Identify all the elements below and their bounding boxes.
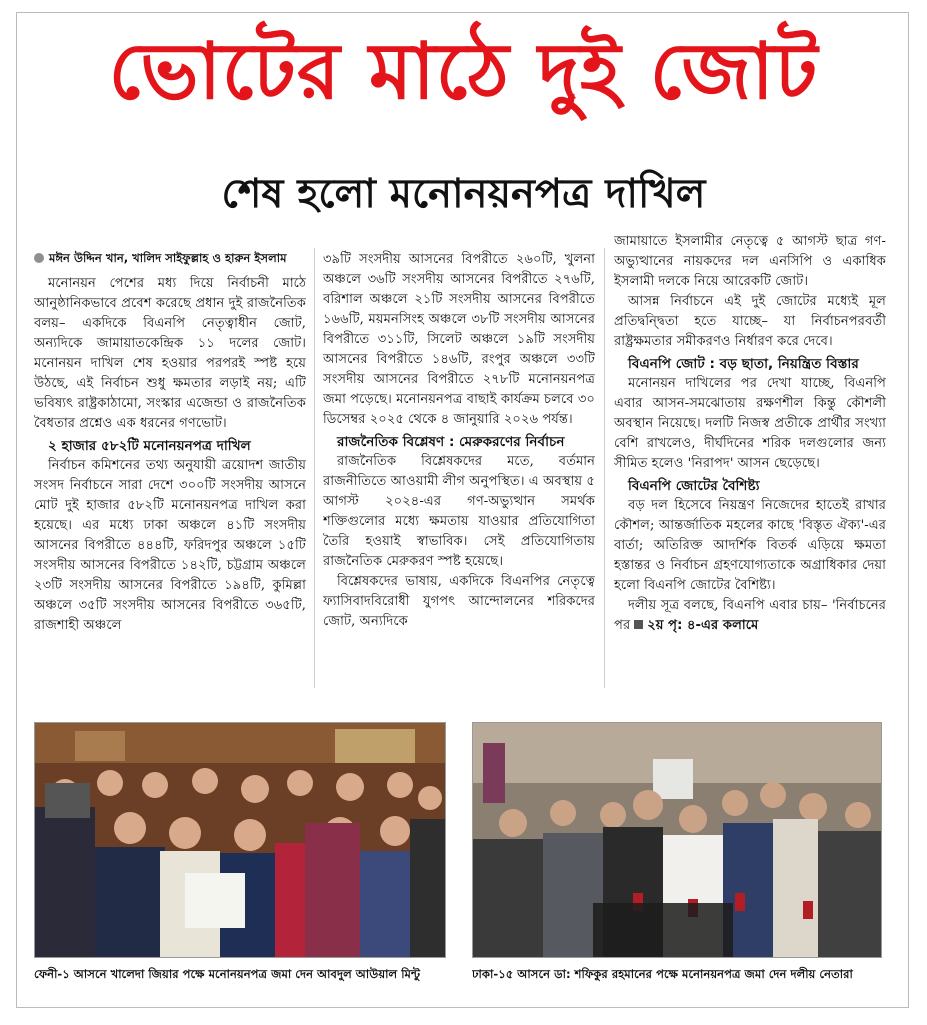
crowd-illustration [35, 723, 446, 958]
paragraph [614, 596, 886, 636]
section-heading: ২ হাজার ৫৮২টি মনোনয়নপত্র দাখিল [48, 438, 251, 454]
article-column-2 [323, 250, 595, 690]
article-column-1 [34, 250, 306, 690]
column-divider [604, 248, 605, 688]
bullet-icon [34, 253, 44, 263]
section-heading: বিএনপি জোটের বৈশিষ্ট্য [628, 478, 760, 494]
paragraph: নির্বাচন কমিশনের তথ্য অনুযায়ী ত্রয়োদশ জাতীয় সংসদ নির্বাচনে সারা দেশে ৩০০টি সংসদীয় আসনে মোট দুই হাজার ৫৮২টি মনোনয়নপত্র দাখিল করা হয়েছে। এর মধ্যে ঢাকা অঞ্চলে ৪১টি সংসদীয় আসনের বিপরীতে ৪৪৪টি, ফরিদপুর অঞ্চলে ১৫টি সংসদীয় আসনের বিপরীতে ১৪২টি, চট্টগ্রাম অঞ্চলে ২৩টি সংসদীয় আসনের বিপরীতে ১৯৪টি, কুমিল্লা অঞ্চলে ৩৫টি সংসদীয় আসনের বিপরীতে ৩৬৫টি, রাজশাহী অঞ্চলে [34, 458, 306, 633]
paragraph: মনোনয়ন পেশের মধ্য দিয়ে নির্বাচনী মাঠে আনুষ্ঠানিকভাবে প্রবেশ করেছে প্রধান দুই রাজনৈতিক বলয়– একদিকে বিএনপি নেতৃত্বাধীন জোট, অন্যদিকে জামায়াতকেন্দ্রিক ১১ দলের জোট। মনোনয়ন দাখিল শেষ হওয়ার পরপরই স্পষ্ট হয়ে উঠছে, এই নির্বাচন শুধু ক্ষমতার লড়াই নয়; এটি ভবিষ্যৎ রাষ্ট্রকাঠামো, সংস্কার এজেন্ডা ও রাজনৈতিক বৈধতার প্রশ্নেও এক ধরনের গণভোট। [34, 276, 306, 431]
headline: ভোটের মাঠে দুই জোট [108, 27, 819, 117]
photo-caption-left: ফেনী-১ আসনে খালেদা জিয়ার পক্ষে মনোনয়নপত্র জমা দেন আবদুল আউয়াল মিন্টু [34, 967, 421, 981]
paragraph: আসন্ন নির্বাচনে এই দুই জোটের মধ্যেই মূল প্রতিদ্বন্দ্বিতা হতে যাচ্ছে– যা নির্বাচনপরবর্তী রাষ্ট্রক্ষমতার সমীকরণও নির্ধারণ করে দেবে। [614, 294, 886, 349]
byline [34, 250, 306, 266]
photo-dhaka-nomination [472, 722, 882, 958]
paragraph: মনোনয়ন দাখিলের পর দেখা যাচ্ছে, বিএনপি এবার আসন-সমঝোতায় রক্ষণশীল কিন্তু কৌশলী অবস্থান নিয়েছে। দলটি নিজস্ব প্রতীকে প্রার্থীর সংখ্যা বেশি রাখলেও, দীর্ঘদিনের শরিক দলগুলোর জন্য সীমিত হলেও 'নিরাপদ' আসন ছেড়েছে। [614, 376, 886, 471]
paragraph: বিশ্লেষকদের ভাষায়, একদিকে বিএনপির নেতৃত্বে ফ্যাসিবাদবিরোধী যুগপৎ আন্দোলনের শরিকদের জোট, অন্যদিকে [323, 574, 595, 629]
paragraph: জামায়াতে ইসলামীর নেতৃত্বে ৫ আগস্ট ছাত্র গণ-অভ্যুত্থানের নায়কদের দল এনসিপি ও একাধিক ইসলামী দলকে নিয়ে আরেকটি জোট। [614, 234, 886, 289]
section-heading: রাজনৈতিক বিশ্লেষণ : মেরুকরণের নির্বাচন [337, 434, 565, 450]
article-column-3 [614, 232, 886, 672]
continuation-link[interactable]: ২য় পৃ: ৪-এর কলামে [647, 618, 759, 633]
paragraph: রাজনৈতিক বিশ্লেষকদের মতে, বর্তমান রাজনীতিতে আওয়ামী লীগ অনুপস্থিত। এ অবস্থায় ৫ আগস্ট ২০২৪-এর গণ-অভ্যুত্থান সমর্থক শক্তিগুলোর মধ্যে ক্ষমতায় যাওয়ার প্রতিযোগিতা তৈরি হওয়াই স্বাভাবিক। সেই প্রতিযোগিতায় রাজনৈতিক মেরুকরণ স্পষ্ট হয়েছে। [323, 454, 595, 569]
jump-square-icon [634, 620, 643, 629]
paragraph: বড় দল হিসেবে নিয়ন্ত্রণ নিজেদের হাতেই রাখার কৌশল; আন্তর্জাতিক মহলের কাছে 'বিস্তৃত ঐক্য'-এর বার্তা; অতিরিক্ত আদর্শিক বিতর্ক এড়িয়ে ক্ষমতা হস্তান্তর ও নির্বাচন গ্রহণযোগ্যতাকে অগ্রাধিকার দেয়া হলো বিএনপি জোটের বৈশিষ্ট্য। [614, 498, 886, 593]
byline-text: মঈন উদ্দিন খান, খালিদ সাইফুল্লাহ ও হারুন ইসলাম [49, 251, 287, 265]
column-divider [314, 248, 315, 688]
paragraph: ৩৯টি সংসদীয় আসনের বিপরীতে ২৬০টি, খুলনা অঞ্চলে ৩৬টি সংসদীয় আসনের বিপরীতে ২৭৬টি, বরিশাল অঞ্চলে ২১টি সংসদীয় আসনের বিপরীতে ১৬৬টি, ময়মনসিংহ অঞ্চলে ৩৮টি সংসদীয় আসনের বিপরীতে ৩১১টি, সিলেট অঞ্চলে ১৯টি সংসদীয় আসনের বিপরীতে ১৪৬টি, রংপুর অঞ্চলে ৩৩টি সংসদীয় আসনের বিপরীতে ২৭৮টি মনোনয়নপত্র জমা পড়েছে। মনোনয়নপত্র বাছাই কার্যক্রম চলবে ৩০ ডিসেম্বর ২০২৫ থেকে ৪ জানুয়ারি ২০২৬ পর্যন্ত। [323, 252, 595, 427]
paragraph-text: দলীয় সূত্র বলছে, বিএনপি এবার চায়– 'নির্বাচনের পর [614, 598, 886, 633]
photo-feni-nomination [34, 722, 446, 958]
section-heading: বিএনপি জোট : বড় ছাতা, নিয়ন্ত্রিত বিস্তার [628, 356, 859, 372]
photo-caption-right: ঢাকা-১৫ আসনে ডা: শফিকুর রহমানের পক্ষে মনোনয়নপত্র জমা দেন দলীয় নেতারা [472, 967, 853, 981]
crowd-illustration [473, 723, 882, 958]
subheadline: শেষ হলো মনোনয়নপত্র দাখিল [221, 171, 706, 217]
